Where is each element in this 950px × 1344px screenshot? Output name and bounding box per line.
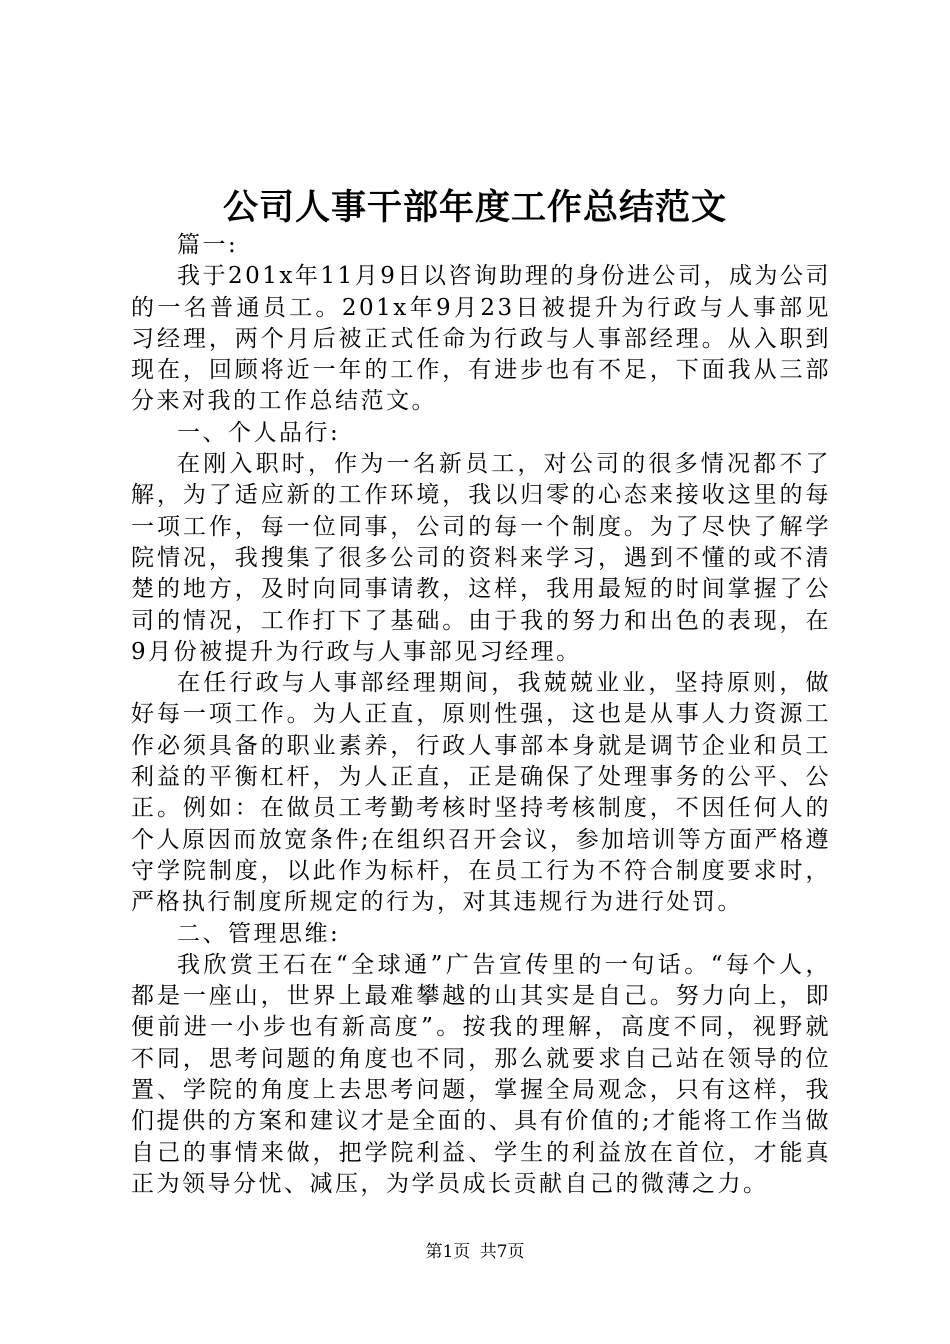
paragraph-manager-duties: 在任行政与人事部经理期间，我兢兢业业，坚持原则，做好每一项工作。为人正直，原则性强，这也是从事人力资源工作必须具备的职业素养，行政人事部本身就是调节企业和员工利益的平衡杠杆，为人正直，正是确保了处理事务的公平、公正。例如：在做员工考勤考核时坚持考核制度，不因任何人的个人原因而放宽条件;在组织召开会议，参加培训等方面严格遵守学院制度，以此作为标杆，在员工行为不符合制度要求时，严格执行制度所规定的行为，对其违规行为进行处罚。: [131, 670, 831, 916]
page-total: 共7页: [479, 1242, 525, 1262]
page-footer: [0, 1240, 950, 1264]
page-number: 第1页: [425, 1242, 471, 1262]
section-heading-personal-conduct: 一、个人品行:: [177, 419, 341, 446]
document-body: [131, 230, 831, 1200]
section-heading-management-thinking: 二、管理思维:: [177, 920, 341, 947]
paragraph-intro: 我于201x年11月9日以咨询助理的身份进公司，成为公司的一名普通员工。201x年9月23日被提升为行政与人事部见习经理，两个月后被正式任命为行政与人事部经理。从入职到现在，回顾将近一年的工作，有进步也有不足，下面我从三部分来对我的工作总结范文。: [131, 263, 831, 415]
section-label-part-one: 篇一:: [177, 232, 239, 258]
document-title: 公司人事干部年度工作总结范文: [222, 187, 727, 228]
paragraph-onboarding: 在刚入职时，作为一名新员工，对公司的很多情况都不了解，为了适应新的工作环境，我以归零的心态来接收这里的每一项工作，每一位同事，公司的每一个制度。为了尽快了解学院情况，我搜集了很多公司的资料来学习，遇到不懂的或不清楚的地方，及时向同事请教，这样，我用最短的时间掌握了公司的情况，工作打下了基础。由于我的努力和出色的表现，在9月份被提升为行政与人事部见习经理。: [131, 451, 831, 665]
paragraph-management-view: 我欣赏王石在“全球通”广告宣传里的一句话。“每个人，都是一座山，世界上最难攀越的山其实是自己。努力向上，即便前进一小步也有新高度”。按我的理解，高度不同，视野就不同，思考问题的角度也不同，那么就要求自己站在领导的位置、学院的角度上去思考问题，掌握全局观念，只有这样，我们提供的方案和建议才是全面的、具有价值的;才能将工作当做自己的事情来做，把学院利益、学生的利益放在首位，才能真正为领导分忧、减压，为学员成长贡献自己的微薄之力。: [131, 951, 831, 1197]
